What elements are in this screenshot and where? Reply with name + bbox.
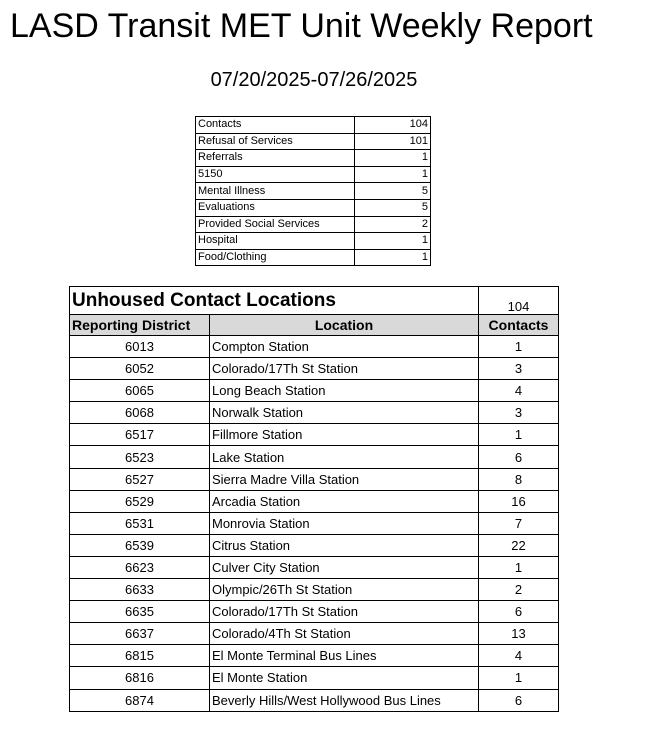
contacts-cell: 7 [479,512,559,534]
reporting-district-cell: 6539 [70,534,210,556]
location-cell: El Monte Terminal Bus Lines [210,645,479,667]
table-row [70,424,559,446]
table-row [70,512,559,534]
report-title: LASD Transit MET Unit Weekly Report [10,7,593,45]
summary-value: 5 [355,199,431,216]
table-row [70,645,559,667]
contacts-cell: 6 [479,446,559,468]
summary-table-body [196,117,431,266]
summary-label: Provided Social Services [196,216,355,233]
summary-row [196,117,431,134]
reporting-district-cell: 6523 [70,446,210,468]
summary-row [196,150,431,167]
location-cell: Norwalk Station [210,402,479,424]
reporting-district-cell: 6623 [70,556,210,578]
contacts-cell: 4 [479,380,559,402]
summary-row [196,216,431,233]
location-cell: Lake Station [210,446,479,468]
summary-value: 104 [355,117,431,134]
table-row [70,689,559,711]
summary-row [196,133,431,150]
contacts-cell: 8 [479,468,559,490]
locations-title-row [70,287,559,315]
reporting-district-cell: 6816 [70,667,210,689]
reporting-district-cell: 6052 [70,358,210,380]
contacts-cell: 22 [479,534,559,556]
locations-total-contacts: 104 [479,287,559,315]
summary-label: Refusal of Services [196,133,355,150]
column-header-location: Location [210,315,479,336]
location-cell: Sierra Madre Villa Station [210,468,479,490]
report-date-range: 07/20/2025-07/26/2025 [210,69,418,91]
reporting-district-cell: 6874 [70,689,210,711]
location-cell: Culver City Station [210,556,479,578]
table-row [70,468,559,490]
summary-label: Evaluations [196,199,355,216]
location-cell: Colorado/17Th St Station [210,358,479,380]
summary-table [195,116,431,266]
table-row [70,446,559,468]
summary-label: Mental Illness [196,183,355,200]
summary-label: Hospital [196,233,355,250]
table-row [70,534,559,556]
summary-row [196,199,431,216]
contacts-cell: 3 [479,358,559,380]
reporting-district-cell: 6517 [70,424,210,446]
summary-value: 1 [355,233,431,250]
reporting-district-cell: 6531 [70,512,210,534]
reporting-district-cell: 6635 [70,601,210,623]
summary-row [196,166,431,183]
location-cell: Monrovia Station [210,512,479,534]
table-row [70,623,559,645]
summary-label: Food/Clothing [196,249,355,266]
contacts-cell: 16 [479,490,559,512]
table-row [70,490,559,512]
summary-value: 5 [355,183,431,200]
summary-row [196,183,431,200]
reporting-district-cell: 6068 [70,402,210,424]
table-row [70,556,559,578]
contacts-cell: 6 [479,689,559,711]
table-row [70,380,559,402]
locations-table-body [70,336,559,712]
location-cell: Compton Station [210,336,479,358]
summary-label: Contacts [196,117,355,134]
reporting-district-cell: 6815 [70,645,210,667]
reporting-district-cell: 6013 [70,336,210,358]
contacts-cell: 3 [479,402,559,424]
unhoused-contact-locations-table [69,286,559,712]
contacts-cell: 1 [479,667,559,689]
location-cell: Long Beach Station [210,380,479,402]
table-row [70,358,559,380]
locations-header-row [70,315,559,336]
summary-row [196,249,431,266]
summary-value: 1 [355,166,431,183]
location-cell: Colorado/4Th St Station [210,623,479,645]
summary-value: 1 [355,249,431,266]
reporting-district-cell: 6065 [70,380,210,402]
summary-value: 2 [355,216,431,233]
contacts-cell: 6 [479,601,559,623]
contacts-cell: 2 [479,579,559,601]
location-cell: Colorado/17Th St Station [210,601,479,623]
column-header-contacts: Contacts [479,315,559,336]
table-row [70,579,559,601]
summary-value: 101 [355,133,431,150]
contacts-cell: 1 [479,556,559,578]
contacts-cell: 1 [479,424,559,446]
contacts-cell: 13 [479,623,559,645]
contacts-cell: 4 [479,645,559,667]
summary-row [196,233,431,250]
summary-value: 1 [355,150,431,167]
location-cell: Beverly Hills/West Hollywood Bus Lines [210,689,479,711]
location-cell: Olympic/26Th St Station [210,579,479,601]
table-row [70,402,559,424]
location-cell: Fillmore Station [210,424,479,446]
table-row [70,601,559,623]
table-row [70,336,559,358]
column-header-reporting-district: Reporting District [70,315,210,336]
reporting-district-cell: 6637 [70,623,210,645]
contacts-cell: 1 [479,336,559,358]
table-row [70,667,559,689]
reporting-district-cell: 6633 [70,579,210,601]
summary-label: Referrals [196,150,355,167]
reporting-district-cell: 6529 [70,490,210,512]
summary-label: 5150 [196,166,355,183]
reporting-district-cell: 6527 [70,468,210,490]
location-cell: Citrus Station [210,534,479,556]
location-cell: Arcadia Station [210,490,479,512]
locations-heading: Unhoused Contact Locations [70,287,479,315]
location-cell: El Monte Station [210,667,479,689]
